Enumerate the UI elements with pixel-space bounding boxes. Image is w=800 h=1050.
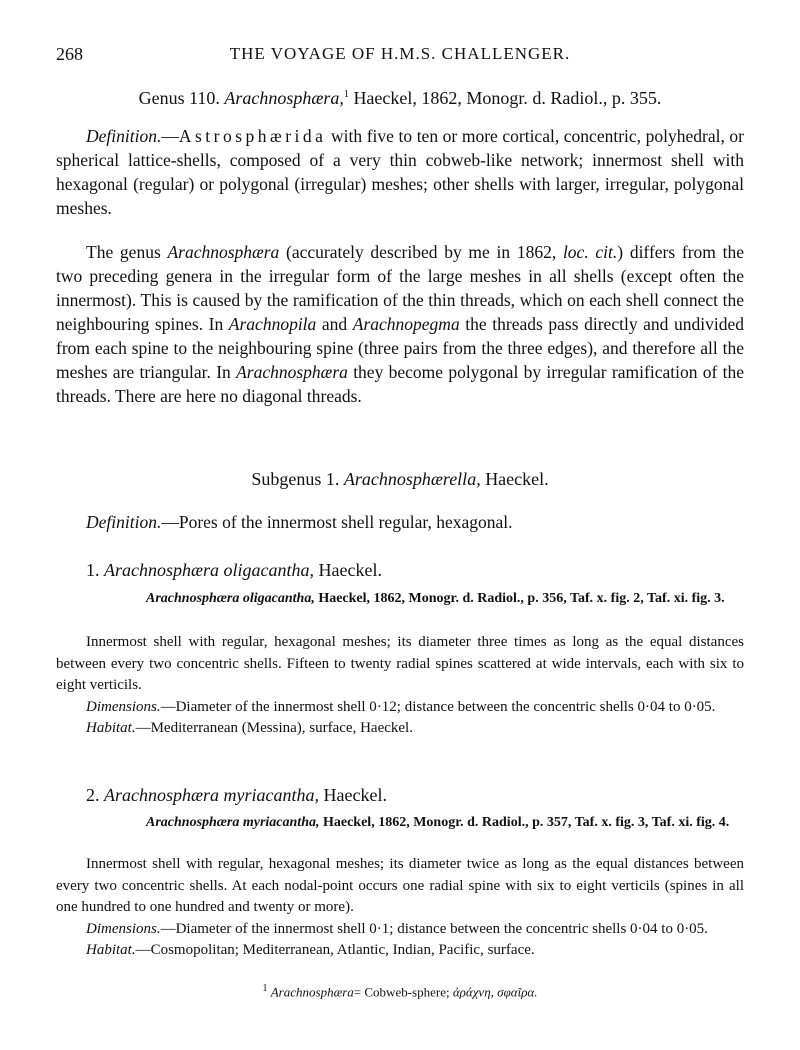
species-1-dimensions: [56, 697, 744, 719]
discussion-text-3: ) differs from the two preceding genera in the irregular form of the large meshes in all shells (except often the innermost). This is caused by the ramification of the thin threads, which on each shell connect the neighbouring spines. In: [56, 242, 745, 334]
species-1-hab-label: Habitat.: [86, 720, 136, 736]
species-2-habitat: [56, 940, 744, 962]
species-1-dim-label: Dimensions.: [86, 698, 161, 715]
species-2-dim-text: —Diameter of the innermost shell 0·1; distance between the concentric shells 0·04 to 0·05.: [160, 920, 708, 937]
subgenus-def-label: Definition.: [86, 512, 162, 532]
species-2-title: [86, 785, 387, 806]
discussion-loc-cit: loc. cit.: [562, 242, 618, 262]
definition-label: Definition.: [86, 126, 162, 146]
genus-citation: Haeckel, 1862, Monogr. d. Radiol., p. 355.: [353, 88, 662, 108]
footnote-mark: 1: [262, 983, 268, 994]
subgenus-prefix: Subgenus 1.: [251, 469, 340, 489]
discussion-paragraph: [56, 240, 744, 408]
footnote-name: Arachnosphæra: [270, 984, 354, 1000]
running-title: THE VOYAGE OF H.M.S. CHALLENGER.: [229, 44, 571, 63]
species-1-number: 1.: [86, 560, 100, 580]
discussion-name-4: Arachnopegma: [352, 314, 460, 334]
species-2-body: [56, 854, 744, 962]
species-2-dim-label: Dimensions.: [86, 920, 161, 937]
footnote-greek: ἀράχνη, σφαῖρα.: [452, 984, 538, 1000]
genus-name: Arachnosphæra,: [224, 88, 344, 108]
species-2-hab-text: —Cosmopolitan; Mediterranean, Atlantic, Indian, Pacific, surface.: [135, 942, 535, 958]
species-1-reference: [146, 588, 746, 609]
species-2-name: Arachnosphæra myriacantha,: [104, 785, 319, 805]
subgenus-author: Haeckel.: [485, 469, 549, 489]
genus-heading: [56, 88, 744, 109]
genus-discussion: [56, 240, 744, 408]
running-header: [56, 44, 744, 70]
discussion-name-5: Arachnosphæra: [236, 362, 348, 382]
species-1-ref-name: Arachnosphæra oligacantha,: [146, 591, 315, 606]
species-2-reference: [146, 812, 746, 833]
species-2-hab-label: Habitat.: [86, 942, 136, 958]
species-2-ref-text: Haeckel, 1862, Monogr. d. Radiol., p. 357, Taf. x. fig. 3, Taf. xi. fig. 4.: [322, 815, 730, 830]
discussion-name-1: Arachnosphæra: [167, 242, 280, 262]
species-1-description: Innermost shell with regular, hexagonal meshes; its diameter three times as long as the equal distances between every two concentric shells. Fifteen to twenty radial spines scattered at wide intervals, each with six to eight verticils.: [56, 634, 744, 693]
species-1-name: Arachnosphæra oligacantha,: [104, 560, 314, 580]
species-1-author: Haeckel.: [318, 560, 382, 580]
species-2-description: Innermost shell with regular, hexagonal meshes; its diameter twice as long as the equal distances between every two concentric shells. At each nodal-point occurs one radial spine with six to eight verticils (spines in all one hundred to one hundred and twenty or more).: [56, 856, 744, 915]
definition-text: with five to ten or more cortical, concentric, polyhedral, or spherical lattice-shells, composed of a very thin cobweb-like network; innermost shell with hexagonal (regular) or polygonal (irregular) meshes; other shells with larger, irregular, polygonal meshes.: [56, 126, 744, 218]
species-2-ref-name: Arachnosphæra myriacantha,: [146, 815, 320, 830]
species-1-title: [86, 560, 382, 581]
subgenus-heading: [56, 469, 744, 490]
definition-paragraph: [56, 124, 744, 220]
species-2-dimensions: [56, 919, 744, 941]
subgenus-definition: [56, 510, 744, 534]
discussion-text-1: The genus: [86, 242, 161, 262]
species-1-dim-text: —Diameter of the innermost shell 0·12; distance between the concentric shells 0·04 to 0·05.: [160, 698, 716, 715]
species-1-body: [56, 632, 744, 740]
definition-keyword: Astrosphærida: [178, 126, 327, 146]
footnote: [0, 983, 800, 1000]
subgenus-def-text: —Pores of the innermost shell regular, hexagonal.: [161, 512, 513, 532]
subgenus-definition-paragraph: [56, 510, 744, 534]
subgenus-name: Arachnosphærella,: [343, 469, 481, 489]
footnote-text: = Cobweb-sphere;: [353, 984, 450, 1000]
species-1-habitat: [56, 718, 744, 740]
page-number: 268: [56, 44, 83, 64]
species-1-hab-text: —Mediterranean (Messina), surface, Haeckel.: [135, 720, 413, 736]
genus-prefix: Genus 110.: [138, 88, 220, 108]
discussion-text-4: and: [321, 314, 348, 334]
discussion-name-3: Arachnopila: [228, 314, 317, 334]
discussion-text-5: the threads pass directly and undivided from each spine to the neighbouring spine (three pairs from the three edges), and therefore all the meshes are triangular. In: [56, 314, 745, 382]
genus-definition: [56, 124, 744, 220]
discussion-text-2: (accurately described by me in 1862,: [286, 242, 557, 262]
definition-dash: —: [161, 126, 179, 146]
genus-footnote-mark: 1: [343, 89, 349, 100]
species-2-number: 2.: [86, 785, 100, 805]
species-2-author: Haeckel.: [323, 785, 387, 805]
species-1-ref-text: Haeckel, 1862, Monogr. d. Radiol., p. 356, Taf. x. fig. 2, Taf. xi. fig. 3.: [318, 591, 725, 606]
discussion-text-6: they become polygonal by irregular ramification of the threads. There are here no diagonal threads.: [56, 362, 744, 406]
